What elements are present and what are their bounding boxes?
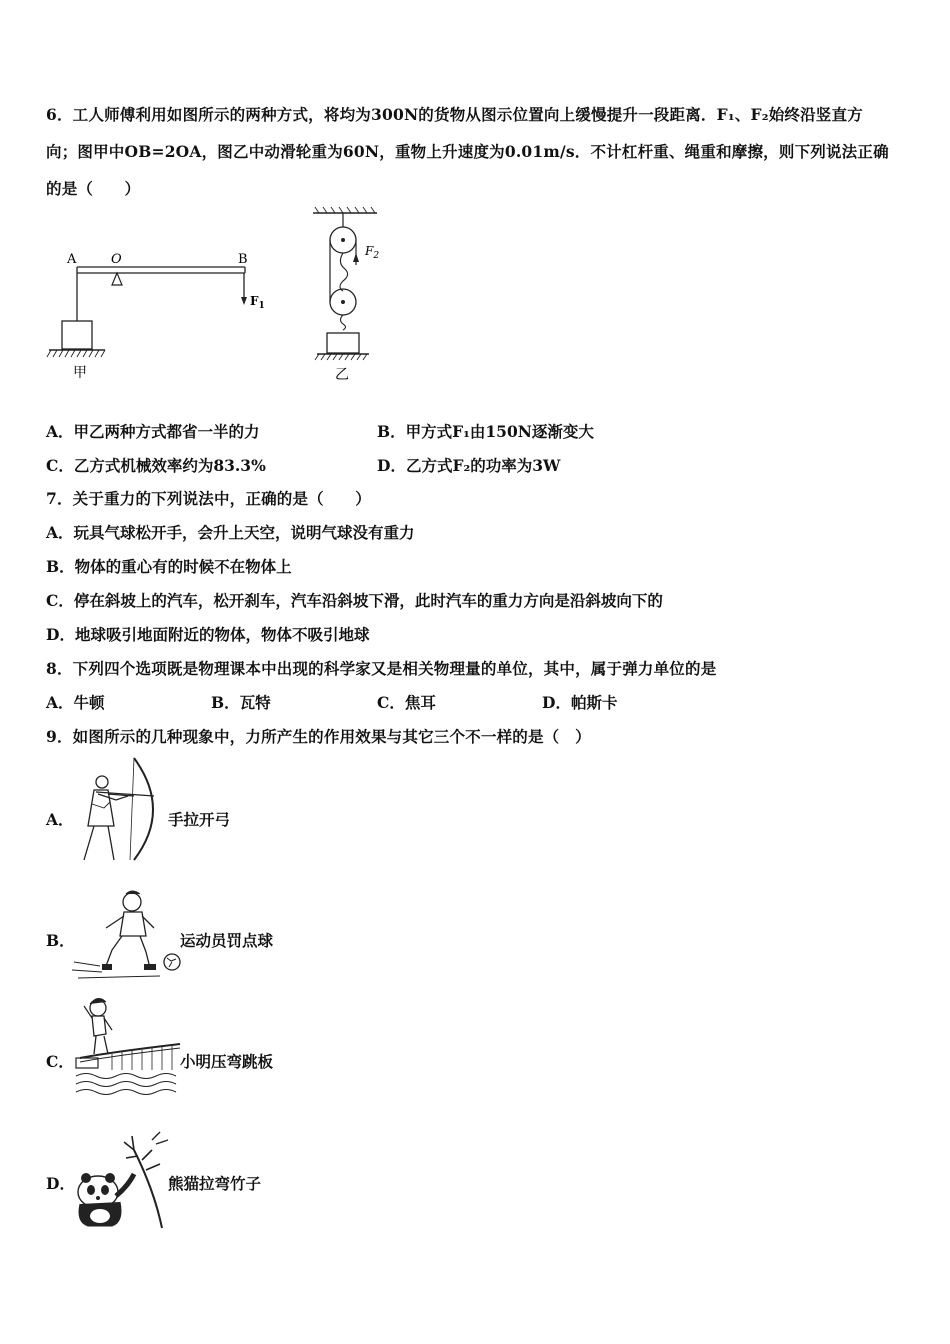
q9-option-a-letter[interactable]: A． [46,810,74,829]
q8-option-d[interactable]: D．帕斯卡 [542,693,618,712]
caption-jia: 甲 [73,365,87,381]
label-F1-sub: 1 [258,301,265,311]
q7-option-c[interactable]: C．停在斜坡上的汽车，松开刹车，汽车沿斜坡下滑，此时汽车的重力方向是沿斜坡向下的 [46,591,663,610]
q6-option-d[interactable]: D．乙方式F₂的功率为3W [377,456,561,475]
archer-image [72,756,162,864]
q6-option-a[interactable]: A．甲乙两种方式都省一半的力 [46,422,260,441]
label-O: O [111,252,122,267]
label-F2: F [365,244,374,258]
q7-stem: 7．关于重力的下列说法中，正确的是（ ） [46,489,371,508]
q6-stem-line3: 的是（ ） [46,179,141,198]
q9-option-d-letter[interactable]: D． [46,1174,75,1193]
diving-board-image [72,996,184,1096]
label-F2-sub: 2 [373,251,380,261]
q9-stem: 9．如图所示的几种现象中，力所产生的作用效果与其它三个不一样的是（ ） [46,727,591,746]
q9-option-a-caption: 手拉开弓 [168,810,231,829]
q9-option-b-letter[interactable]: B． [46,931,75,950]
q6-option-c[interactable]: C．乙方式机械效率约为83.3% [46,456,266,475]
q8-stem: 8．下列四个选项既是物理课本中出现的科学家又是相关物理量的单位，其中，属于弹力单位的是 [46,659,717,678]
q9-option-c-caption: 小明压弯跳板 [180,1052,274,1071]
caption-yi: 乙 [335,367,349,383]
q6-stem-line1: 6．工人师傅利用如图所示的两种方式，将均为300N的货物从图示位置向上缓慢提升一段距离．F₁、F₂始终沿竖直方 [46,105,863,124]
panda-image [72,1130,172,1230]
label-F1: F [250,294,259,308]
q7-option-d[interactable]: D．地球吸引地面附近的物体，物体不吸引地球 [46,625,370,644]
q7-option-b[interactable]: B．物体的重心有的时候不在物体上 [46,557,292,576]
svg-text:F1 [250,294,265,311]
label-B: B [238,252,248,267]
q6-figure-pulley [305,205,405,385]
q8-option-c[interactable]: C．焦耳 [377,693,436,712]
footballer-image [70,888,184,984]
svg-text:F2 [364,244,379,261]
q7-option-a[interactable]: A．玩具气球松开手，会升上天空，说明气球没有重力 [46,523,415,542]
q6-option-b[interactable]: B．甲方式F₁由150N逐渐变大 [377,422,594,441]
q9-option-b-caption: 运动员罚点球 [180,931,274,950]
q6-figure-lever [45,245,285,385]
q8-option-a[interactable]: A．牛顿 [46,693,105,712]
q6-stem-line2: 向；图甲中OB=2OA，图乙中动滑轮重为60N，重物上升速度为0.01m/s．不计杠杆重、绳重和摩擦，则下列说法正确 [46,142,889,161]
q9-option-c-letter[interactable]: C． [46,1052,74,1071]
q9-option-d-caption: 熊猫拉弯竹子 [168,1174,262,1193]
q8-option-b[interactable]: B．瓦特 [211,693,271,712]
label-A: A [67,252,77,267]
